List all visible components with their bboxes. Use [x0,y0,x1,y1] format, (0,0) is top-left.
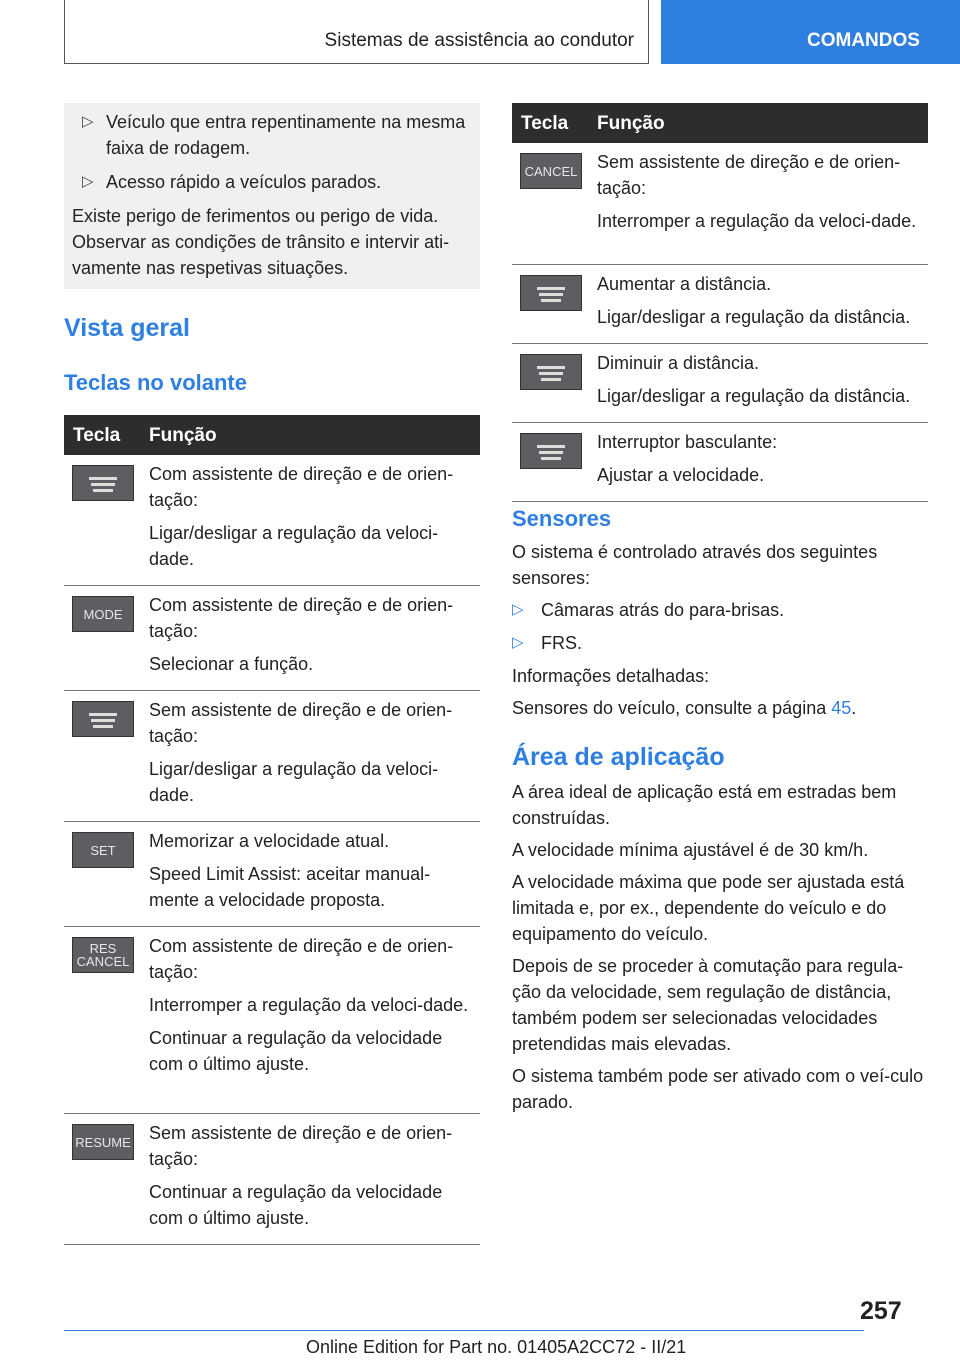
function-cell [149,927,480,1090]
function-text: Aumentar a distância. [597,274,772,294]
function-cell [149,586,480,690]
function-text: Continuar a regulação da velocidade com o último ajuste. [149,1182,443,1228]
triangle-bullet-icon: ▷ [512,601,524,618]
function-cell [149,1114,480,1244]
triangle-bullet-icon: ▷ [82,113,94,130]
warning-bullet: ▷ Veículo que entra repentinamente na mesma faixa de rodagem. [72,109,472,161]
table-row [512,143,928,265]
set-button-icon: SET [72,832,134,868]
cancel-button-icon: CANCEL [520,153,582,189]
function-text: Diminuir a distância. [597,353,760,373]
keys-table-right [512,103,928,502]
chapter-title: COMANDOS [807,30,920,51]
function-text: Selecionar a função. [149,654,314,674]
steering-assist-icon [72,465,134,501]
triangle-bullet-icon: ▷ [512,634,524,651]
function-text: Ajustar a velocidade. [597,465,765,485]
function-text: Memorizar a velocidade atual. [149,831,390,851]
function-text: Continuar a regulação da velocidade com o último ajuste. [149,1028,443,1074]
function-cell [597,423,928,501]
function-text: Com assistente de direção e de orien-tação: [149,464,454,510]
sensor-bullet: ▷ Câmaras atrás do para-brisas. [512,597,928,623]
application-paragraph: A área ideal de aplicação está em estradas bem construídas. [512,782,897,828]
warning-box [64,103,480,289]
application-heading: Área de aplicação [512,743,725,771]
sensors-intro: O sistema é controlado através dos seguintes sensores: [512,542,878,588]
function-text: Sem assistente de direção e de orien-tação: [597,152,901,198]
function-text: Com assistente de direção e de orien-tação: [149,595,454,641]
header-chapter [661,0,960,64]
footer-divider [64,1330,864,1331]
details-reference: Sensores do veículo, consulte a página 45. [512,698,857,718]
function-text: Speed Limit Assist: aceitar manual-mente a velocidade proposta. [149,864,431,910]
table-row [64,691,480,822]
table-row [64,927,480,1114]
function-text: Ligar/desligar a regulação da veloci-dade. [149,759,439,805]
application-paragraph: A velocidade máxima que pode ser ajustada está limitada e, por ex., dependente do veículo e do equipamento do veículo. [512,872,905,944]
resume-button-icon: RESUME [72,1124,134,1160]
cruise-control-icon [72,701,134,737]
table-row [64,1114,480,1245]
table-header: Tecla Função [64,415,480,455]
page-number: 257 [860,1297,902,1325]
table-row [64,822,480,927]
table-row [512,265,928,344]
mode-button-icon: MODE [72,596,134,632]
table-row [512,344,928,423]
warning-text: Existe perigo de ferimentos ou perigo de vida. Observar as condições de trânsito e intervir ati-vamente nas respetivas situações. [72,206,450,278]
function-text: Interromper a regulação da veloci-dade. [597,211,917,231]
function-text: Ligar/desligar a regulação da distância. [597,386,911,406]
distance-plus-icon [520,275,582,311]
rocker-switch-icon [520,433,582,469]
function-text: Interruptor basculante: [597,432,778,452]
application-section [512,779,928,1121]
triangle-bullet-icon: ▷ [82,173,94,190]
section-title: Sistemas de assistência ao condutor [324,30,634,51]
sensors-section [512,539,928,727]
res-cancel-button-icon: RES CANCEL [72,937,134,973]
keys-table-left [64,415,480,1245]
function-cell [149,455,480,585]
keys-heading: Teclas no volante [64,370,247,395]
distance-minus-icon [520,354,582,390]
application-paragraph: A velocidade mínima ajustável é de 30 km/h. [512,840,869,860]
function-cell [149,691,480,821]
function-text: Ligar/desligar a regulação da distância. [597,307,911,327]
function-cell [149,822,480,926]
table-row [64,455,480,586]
table-header: Tecla Função [512,103,928,143]
sensors-heading: Sensores [512,506,612,531]
table-row [64,586,480,691]
function-text: Sem assistente de direção e de orien-tação: [149,700,453,746]
application-paragraph: Depois de se proceder à comutação para regula-ção da velocidade, sem regulação de distância, também podem ser selecionadas velocidades pretendidas mais elevadas. [512,956,904,1054]
page-link[interactable]: 45 [831,698,852,718]
application-paragraph: O sistema também pode ser ativado com o veí-culo parado. [512,1066,924,1112]
sensor-bullet: ▷ FRS. [512,630,928,656]
function-cell [597,344,928,422]
overview-heading: Vista geral [64,314,191,342]
edition-note: Online Edition for Part no. 01405A2CC72 - II/21 [306,1337,687,1357]
header-section [64,0,649,64]
function-cell [597,143,928,247]
function-text: Com assistente de direção e de orien-tação: [149,936,454,982]
details-label: Informações detalhadas: [512,666,710,686]
warning-bullet: ▷ Acesso rápido a veículos parados. [72,169,472,195]
function-text: Ligar/desligar a regulação da veloci-dade. [149,523,439,569]
function-cell [597,265,928,343]
table-row [512,423,928,502]
function-text: Sem assistente de direção e de orien-tação: [149,1123,453,1169]
function-text: Interromper a regulação da veloci-dade. [149,995,469,1015]
